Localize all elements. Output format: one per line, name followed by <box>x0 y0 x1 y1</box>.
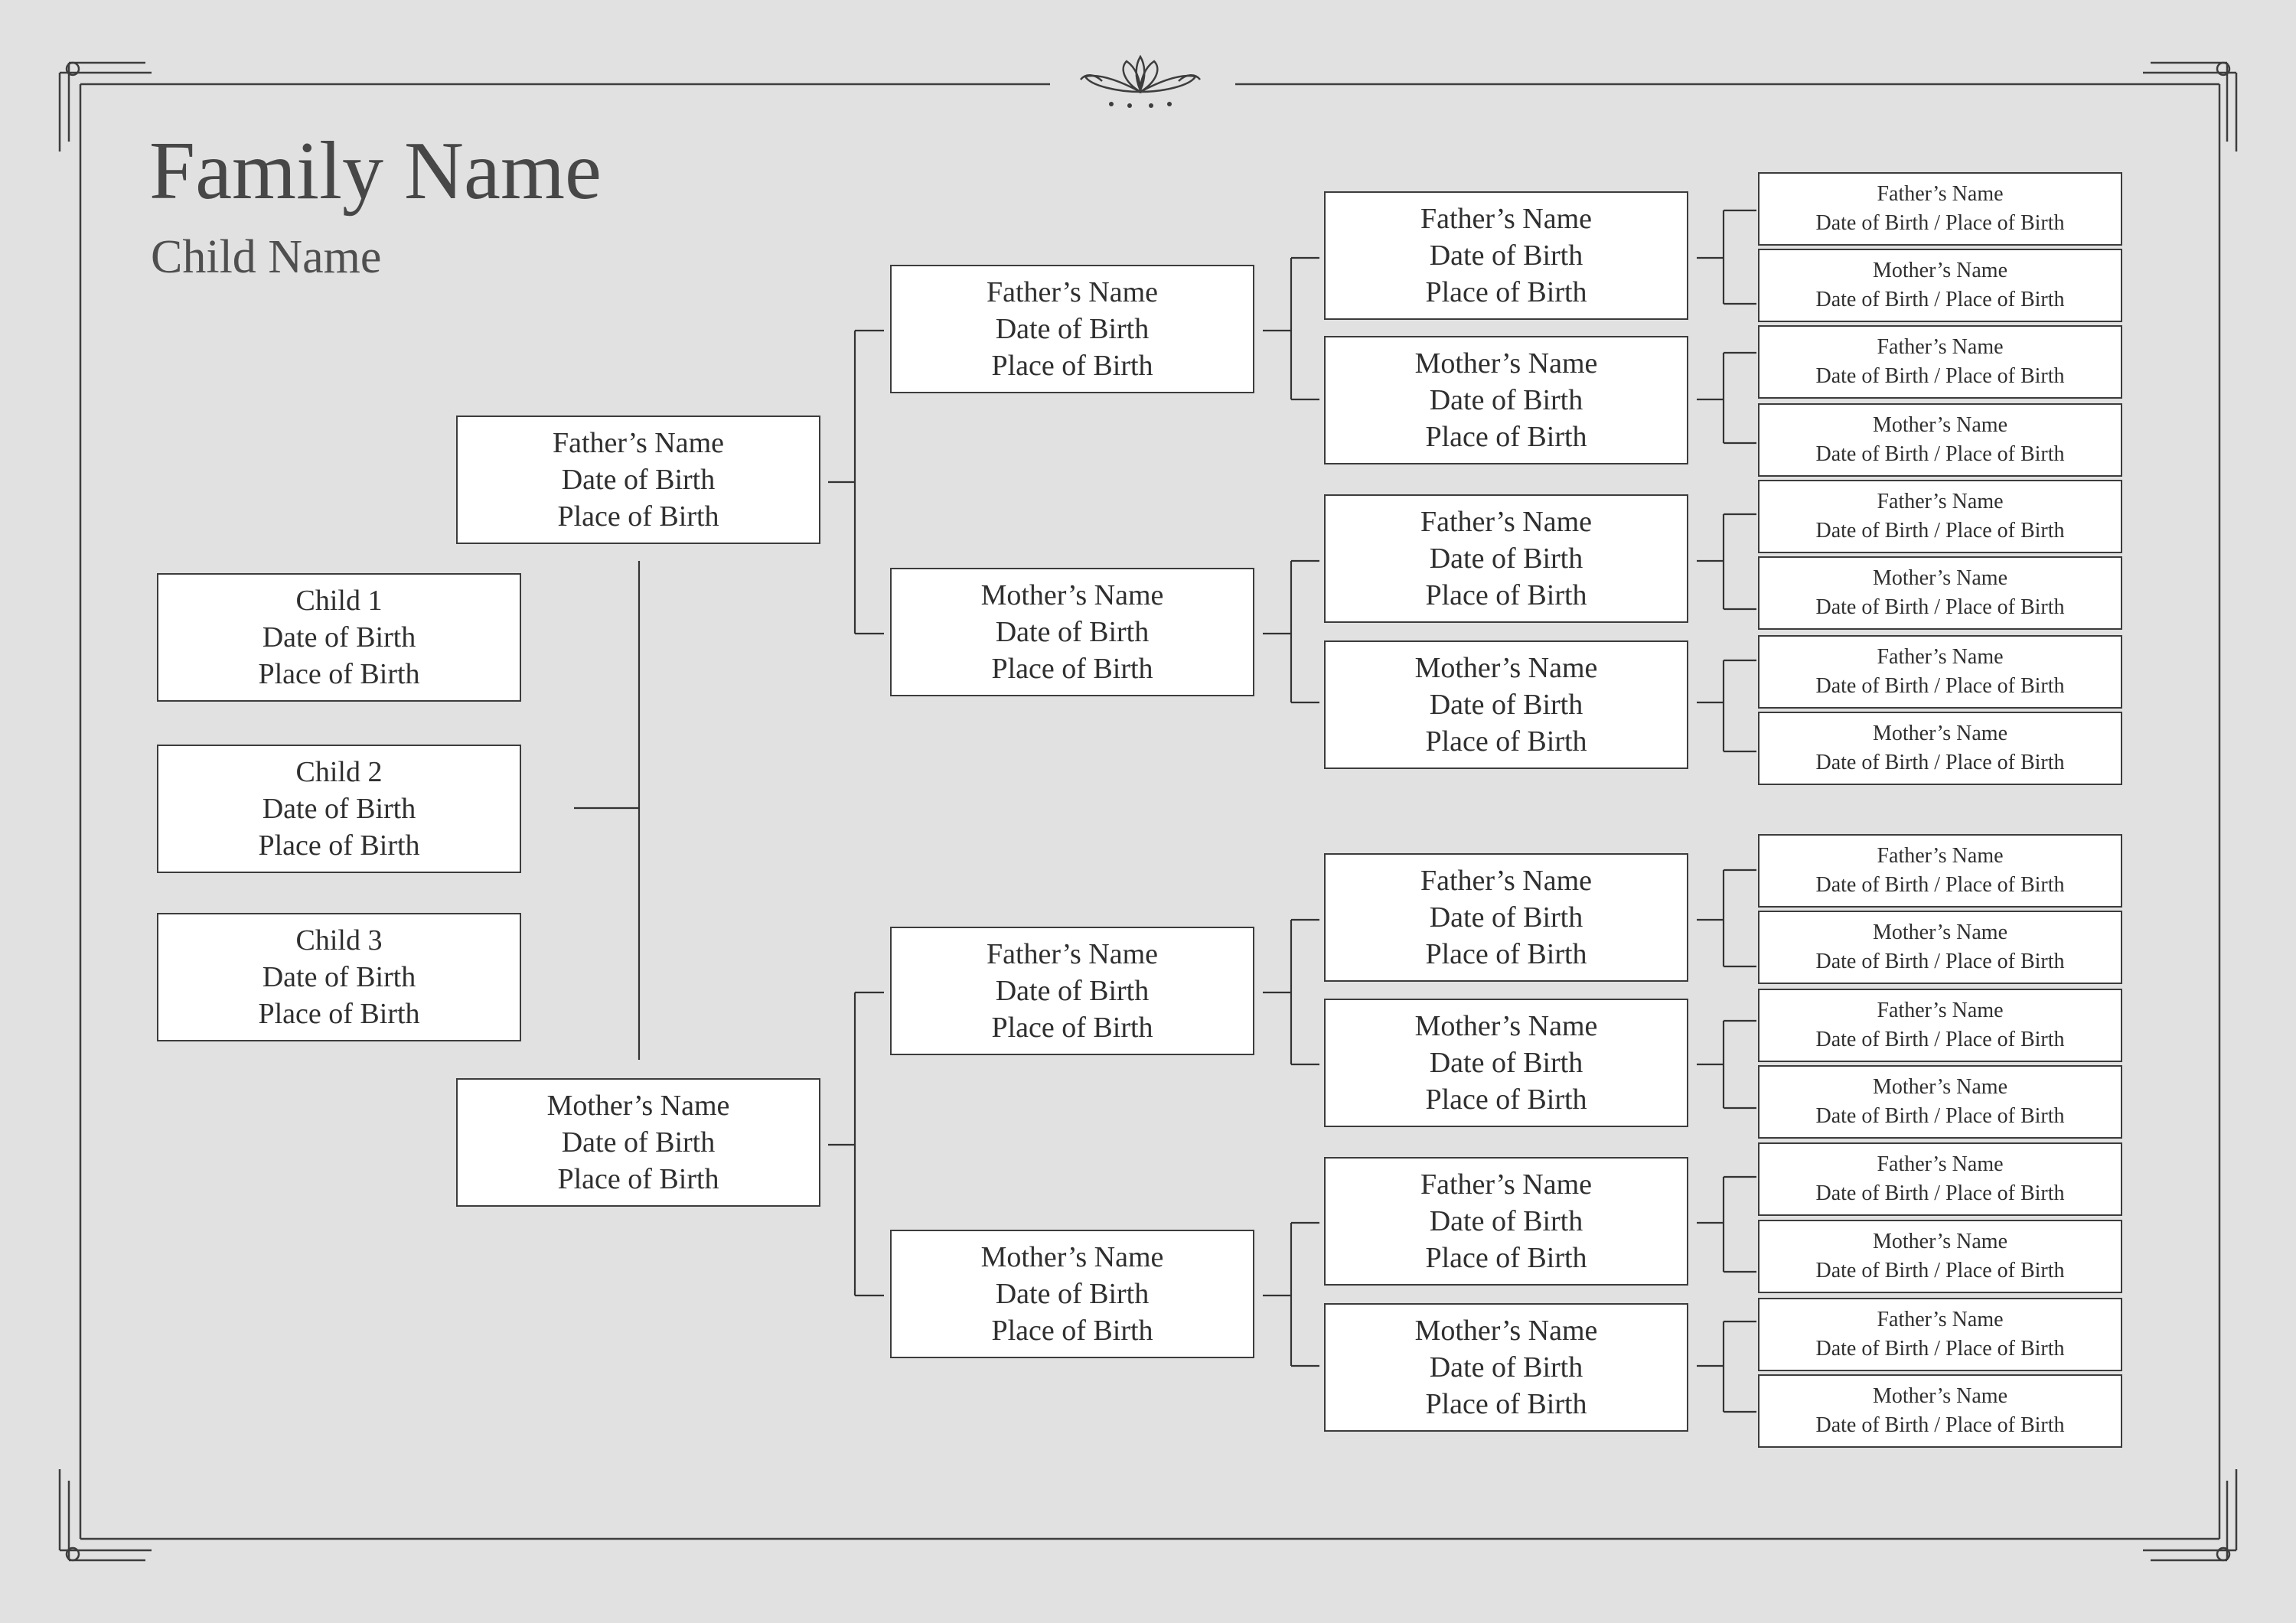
grandparent-box-4[interactable] <box>890 1230 1254 1358</box>
date-of-birth: Date of Birth <box>1429 1047 1583 1079</box>
person-name: Father’s Name <box>1420 1168 1593 1201</box>
child-name: Child 3 <box>295 924 383 957</box>
birth-details: Date of Birth / Place of Birth <box>1815 1413 2065 1437</box>
date-of-birth: Date of Birth <box>262 793 416 825</box>
birth-details: Date of Birth / Place of Birth <box>1815 1181 2065 1205</box>
great-grandparent-box-1[interactable] <box>1324 191 1688 320</box>
great-grandparent-box-2[interactable] <box>1324 336 1688 464</box>
person-name: Father’s Name <box>1877 1152 2004 1176</box>
person-name: Mother’s Name <box>546 1090 730 1122</box>
place-of-birth: Place of Birth <box>991 653 1153 685</box>
great-great-grandparent-box-5[interactable] <box>1758 480 2122 553</box>
place-of-birth: Place of Birth <box>258 998 420 1030</box>
place-of-birth: Place of Birth <box>1425 579 1587 611</box>
person-name: Mother’s Name <box>1414 1315 1598 1347</box>
date-of-birth: Date of Birth <box>561 464 716 496</box>
great-great-grandparent-box-14[interactable] <box>1758 1220 2122 1293</box>
great-grandparent-box-5[interactable] <box>1324 853 1688 982</box>
person-name: Father’s Name <box>552 427 725 459</box>
person-name: Father’s Name <box>1420 865 1593 897</box>
father-box[interactable] <box>456 416 820 544</box>
date-of-birth: Date of Birth <box>995 1278 1150 1310</box>
person-name: Father’s Name <box>1420 506 1593 538</box>
great-great-grandparent-box-16[interactable] <box>1758 1374 2122 1448</box>
place-of-birth: Place of Birth <box>991 350 1153 382</box>
place-of-birth: Place of Birth <box>1425 1084 1587 1116</box>
date-of-birth: Date of Birth <box>995 975 1150 1007</box>
place-of-birth: Place of Birth <box>258 829 420 862</box>
person-name: Father’s Name <box>1877 182 2004 206</box>
child-box-3[interactable] <box>157 913 521 1041</box>
person-name: Father’s Name <box>1877 999 2004 1022</box>
date-of-birth: Date of Birth <box>1429 543 1583 575</box>
great-great-grandparent-box-12[interactable] <box>1758 1065 2122 1139</box>
date-of-birth: Date of Birth <box>995 616 1150 648</box>
birth-details: Date of Birth / Place of Birth <box>1815 442 2065 466</box>
date-of-birth: Date of Birth <box>1429 1205 1583 1237</box>
birth-details: Date of Birth / Place of Birth <box>1815 674 2065 698</box>
birth-details: Date of Birth / Place of Birth <box>1815 364 2065 388</box>
person-name: Mother’s Name <box>1414 652 1598 684</box>
date-of-birth: Date of Birth <box>1429 1351 1583 1383</box>
great-grandparent-box-3[interactable] <box>1324 494 1688 623</box>
place-of-birth: Place of Birth <box>557 1163 719 1195</box>
birth-details: Date of Birth / Place of Birth <box>1815 751 2065 774</box>
great-great-grandparent-box-11[interactable] <box>1758 989 2122 1062</box>
place-of-birth: Place of Birth <box>991 1012 1153 1044</box>
place-of-birth: Place of Birth <box>1425 1242 1587 1274</box>
grandparent-box-1[interactable] <box>890 265 1254 393</box>
place-of-birth: Place of Birth <box>557 500 719 533</box>
great-grandparent-box-7[interactable] <box>1324 1157 1688 1286</box>
place-of-birth: Place of Birth <box>1425 725 1587 758</box>
grandparent-box-3[interactable] <box>890 927 1254 1055</box>
child-name: Child 1 <box>295 585 383 617</box>
great-great-grandparent-box-7[interactable] <box>1758 635 2122 709</box>
person-name: Father’s Name <box>1877 335 2004 359</box>
great-grandparent-box-6[interactable] <box>1324 999 1688 1127</box>
great-great-grandparent-box-4[interactable] <box>1758 403 2122 477</box>
great-great-grandparent-box-13[interactable] <box>1758 1142 2122 1216</box>
great-great-grandparent-box-15[interactable] <box>1758 1298 2122 1371</box>
date-of-birth: Date of Birth <box>262 621 416 653</box>
place-of-birth: Place of Birth <box>991 1315 1153 1347</box>
child-box-2[interactable] <box>157 745 521 873</box>
birth-details: Date of Birth / Place of Birth <box>1815 519 2065 543</box>
place-of-birth: Place of Birth <box>1425 1388 1587 1420</box>
child-box-1[interactable] <box>157 573 521 702</box>
person-name: Father’s Name <box>1877 1308 2004 1331</box>
birth-details: Date of Birth / Place of Birth <box>1815 1104 2065 1128</box>
great-great-grandparent-box-8[interactable] <box>1758 712 2122 785</box>
date-of-birth: Date of Birth <box>561 1126 716 1159</box>
birth-details: Date of Birth / Place of Birth <box>1815 873 2065 897</box>
date-of-birth: Date of Birth <box>1429 901 1583 934</box>
place-of-birth: Place of Birth <box>258 658 420 690</box>
great-great-grandparent-box-3[interactable] <box>1758 325 2122 399</box>
person-name: Mother’s Name <box>1873 1384 2007 1408</box>
birth-details: Date of Birth / Place of Birth <box>1815 950 2065 973</box>
birth-details: Date of Birth / Place of Birth <box>1815 595 2065 619</box>
person-name: Mother’s Name <box>980 1241 1164 1273</box>
birth-details: Date of Birth / Place of Birth <box>1815 288 2065 311</box>
place-of-birth: Place of Birth <box>1425 938 1587 970</box>
date-of-birth: Date of Birth <box>1429 240 1583 272</box>
person-name: Mother’s Name <box>1873 259 2007 282</box>
great-great-grandparent-box-6[interactable] <box>1758 556 2122 630</box>
person-name: Mother’s Name <box>1873 413 2007 437</box>
person-name: Father’s Name <box>1877 490 2004 513</box>
birth-details: Date of Birth / Place of Birth <box>1815 1028 2065 1051</box>
person-name: Father’s Name <box>1877 844 2004 868</box>
person-name: Mother’s Name <box>1414 1010 1598 1042</box>
person-name: Father’s Name <box>986 938 1159 970</box>
date-of-birth: Date of Birth <box>1429 689 1583 721</box>
child-name: Child 2 <box>295 756 383 788</box>
person-name: Father’s Name <box>1877 645 2004 669</box>
birth-details: Date of Birth / Place of Birth <box>1815 1259 2065 1282</box>
great-great-grandparent-box-9[interactable] <box>1758 834 2122 908</box>
date-of-birth: Date of Birth <box>995 313 1150 345</box>
child-name-subtitle: Child Name <box>151 231 382 283</box>
great-grandparent-box-4[interactable] <box>1324 640 1688 769</box>
great-great-grandparent-box-1[interactable] <box>1758 172 2122 246</box>
person-name: Mother’s Name <box>1873 722 2007 745</box>
place-of-birth: Place of Birth <box>1425 421 1587 453</box>
birth-details: Date of Birth / Place of Birth <box>1815 211 2065 235</box>
great-great-grandparent-box-10[interactable] <box>1758 911 2122 984</box>
place-of-birth: Place of Birth <box>1425 276 1587 308</box>
person-name: Mother’s Name <box>1873 1075 2007 1099</box>
person-name: Mother’s Name <box>1873 921 2007 944</box>
person-name: Father’s Name <box>986 276 1159 308</box>
person-name: Mother’s Name <box>980 579 1164 611</box>
grandparent-box-2[interactable] <box>890 568 1254 696</box>
person-name: Mother’s Name <box>1873 566 2007 590</box>
person-name: Mother’s Name <box>1414 347 1598 380</box>
person-name: Mother’s Name <box>1873 1230 2007 1253</box>
birth-details: Date of Birth / Place of Birth <box>1815 1337 2065 1361</box>
great-grandparent-box-8[interactable] <box>1324 1303 1688 1432</box>
person-name: Father’s Name <box>1420 203 1593 235</box>
date-of-birth: Date of Birth <box>1429 384 1583 416</box>
great-great-grandparent-box-2[interactable] <box>1758 249 2122 322</box>
date-of-birth: Date of Birth <box>262 961 416 993</box>
mother-box[interactable] <box>456 1078 820 1207</box>
family-name-title: Family Name <box>149 125 602 217</box>
